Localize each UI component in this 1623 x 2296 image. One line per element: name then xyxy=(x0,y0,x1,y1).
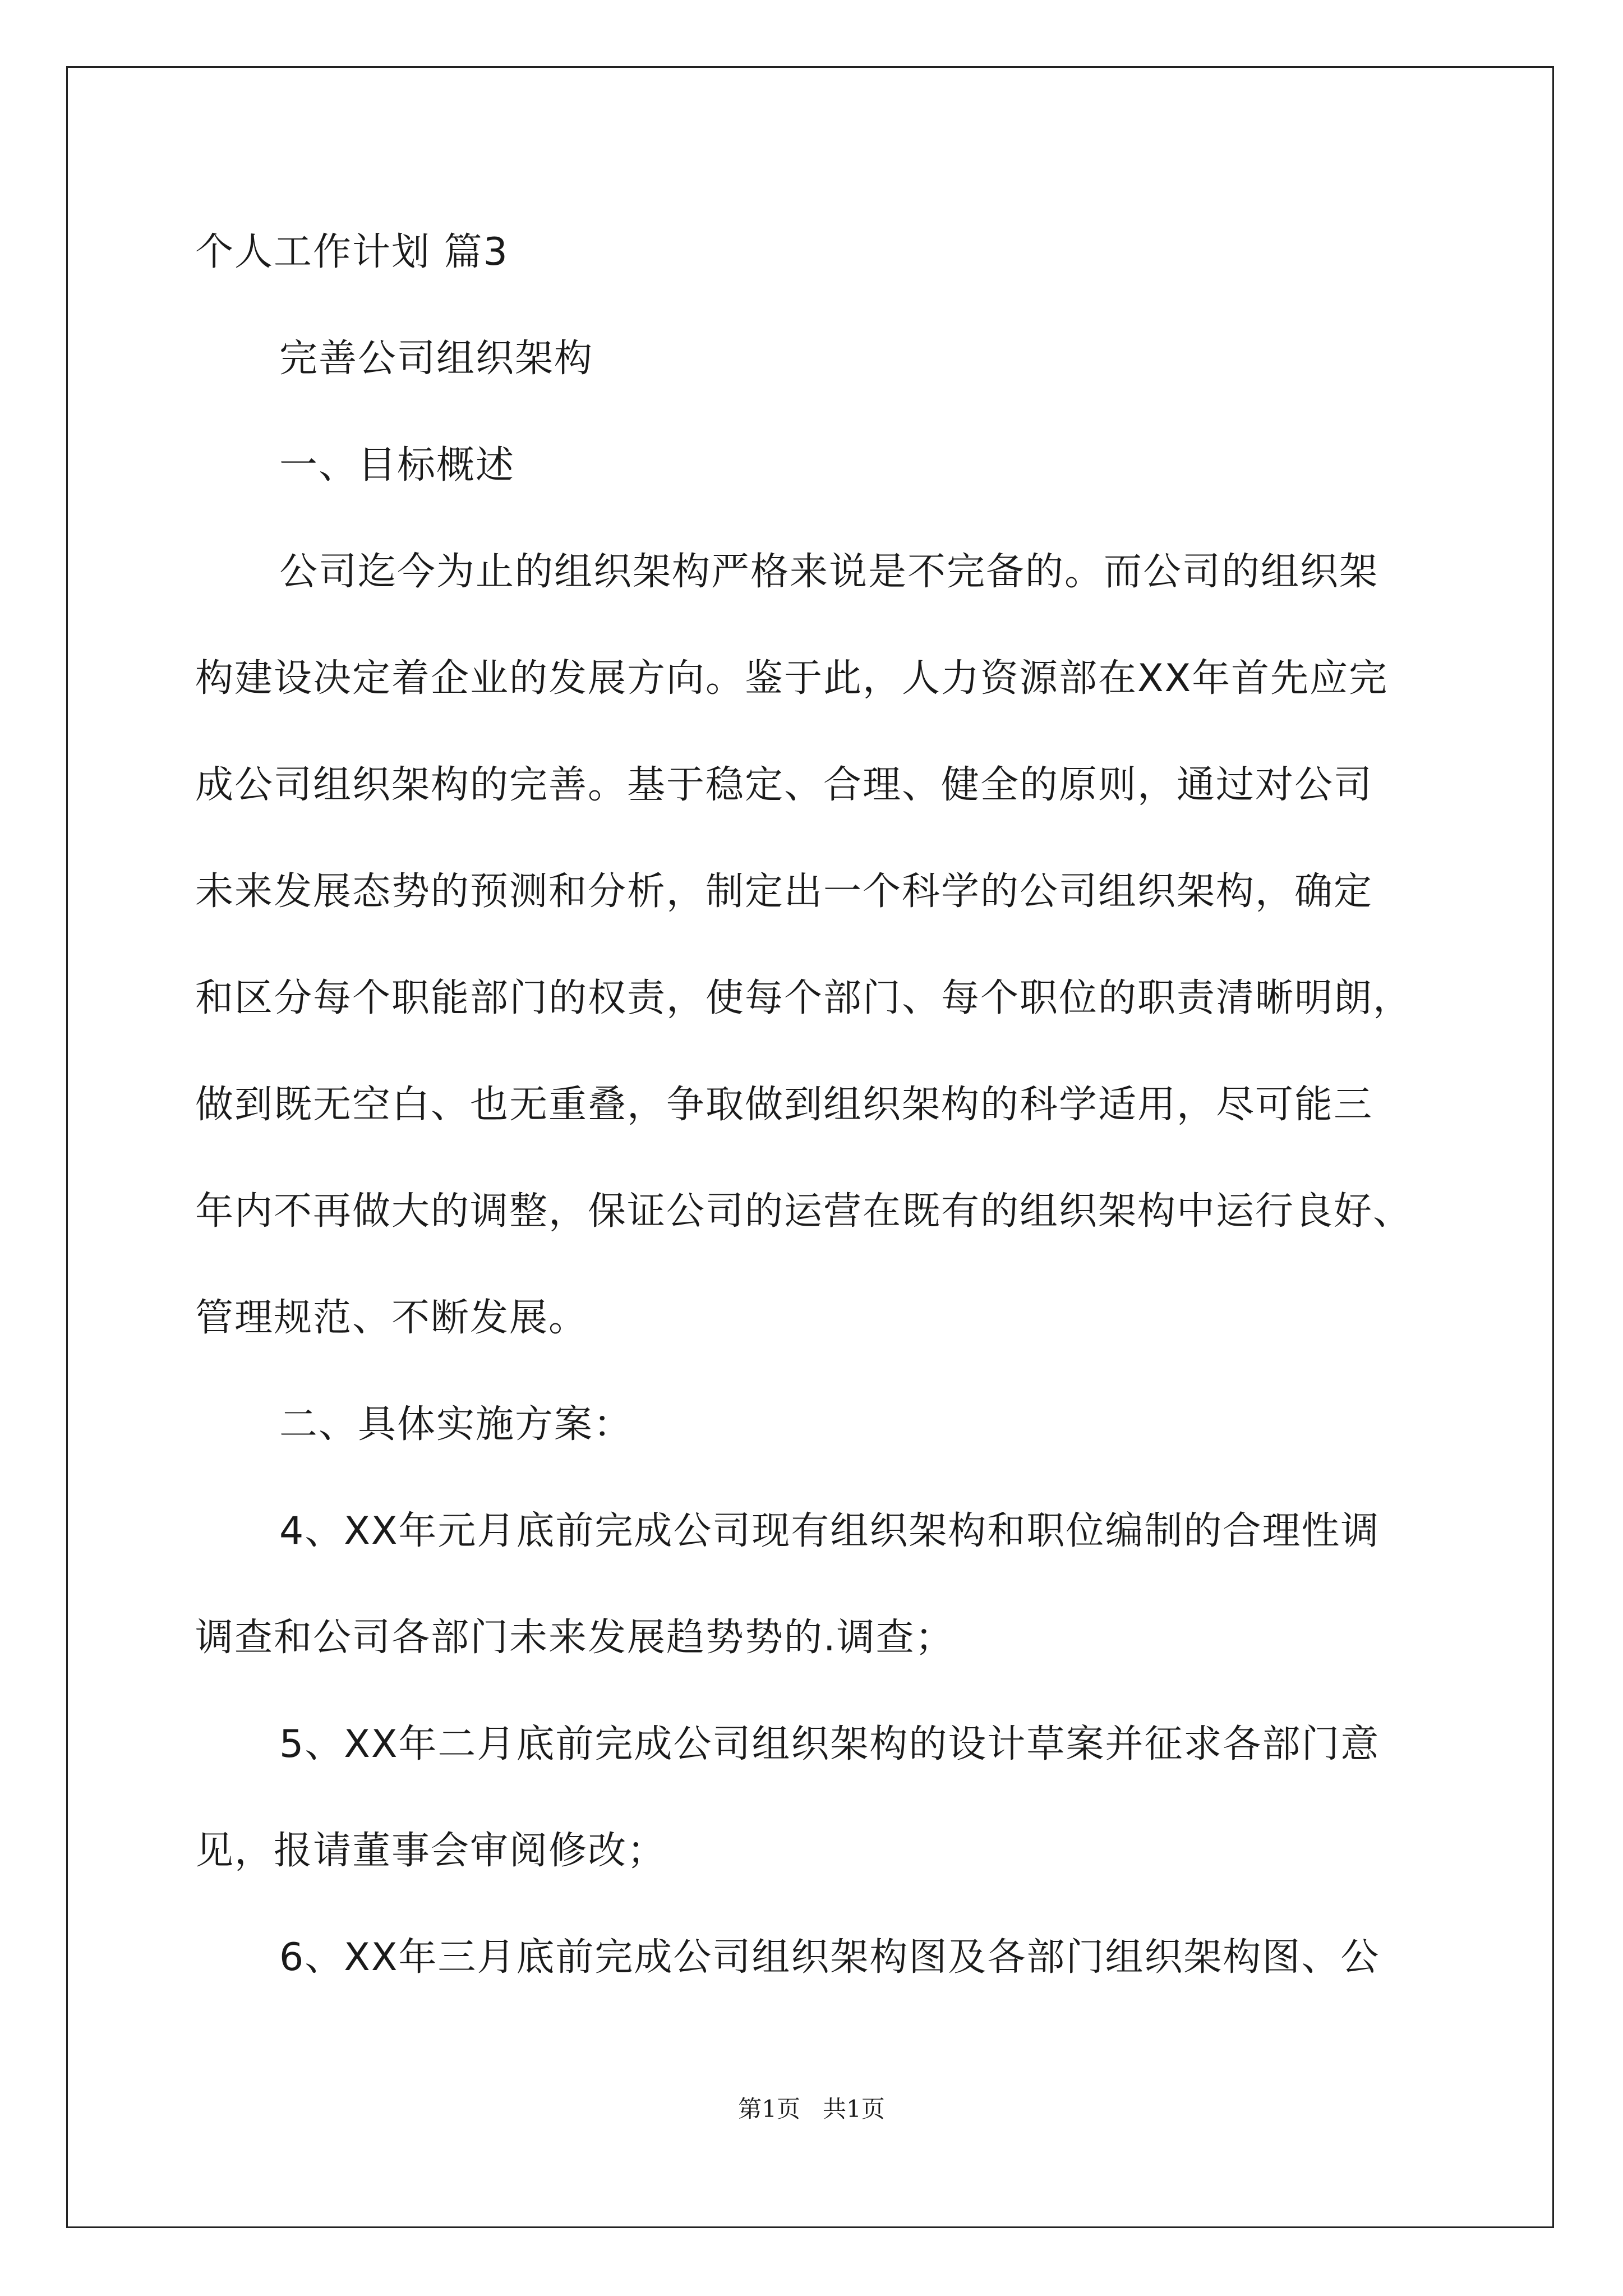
paragraph-1-line: 管理规范、不断发展。 xyxy=(195,1296,588,1340)
page-footer xyxy=(0,2095,1623,2123)
page-border xyxy=(66,66,1554,2228)
paragraph-1-line: 年内不再做大的调整，保证公司的运营在既有的组织架构中运行良好、 xyxy=(195,1189,1413,1234)
section-1-title: 一、目标概述 xyxy=(279,443,515,487)
item-5-line: 见，报请董事会审阅修改； xyxy=(195,1829,667,1873)
document-heading: 个人工作计划 篇3 xyxy=(195,230,509,274)
paragraph-1-line: 未来发展态势的预测和分析，制定出一个科学的公司组织架构，确定 xyxy=(195,869,1373,914)
section-2-title: 二、具体实施方案： xyxy=(279,1402,633,1447)
paragraph-1-line: 成公司组织架构的完善。基于稳定、合理、健全的原则，通过对公司 xyxy=(195,763,1373,807)
page-number-current: 第1页 xyxy=(738,2095,800,2123)
paragraph-1-line: 和区分每个职能部门的权责，使每个部门、每个职位的职责清晰明朗， xyxy=(195,976,1413,1020)
paragraph-1-line: 做到既无空白、也无重叠，争取做到组织架构的科学适用，尽可能三 xyxy=(195,1083,1373,1127)
item-5-line: 5、XX年二月底前完成公司组织架构的设计草案并征求各部门意 xyxy=(279,1722,1380,1766)
item-4-line: 4、XX年元月底前完成公司现有组织架构和职位编制的合理性调 xyxy=(279,1509,1380,1553)
paragraph-1-line: 构建设决定着企业的发展方向。鉴于此，人力资源部在XX年首先应完 xyxy=(195,656,1389,701)
document-subheading: 完善公司组织架构 xyxy=(279,337,594,381)
paragraph-1-line: 公司迄今为止的组织架构严格来说是不完备的。而公司的组织架 xyxy=(279,550,1379,594)
item-4-line: 调查和公司各部门未来发展趋势势的.调查； xyxy=(195,1616,955,1660)
page-number-total: 共1页 xyxy=(823,2095,885,2123)
item-6-line: 6、XX年三月底前完成公司组织架构图及各部门组织架构图、公 xyxy=(279,1935,1380,1980)
